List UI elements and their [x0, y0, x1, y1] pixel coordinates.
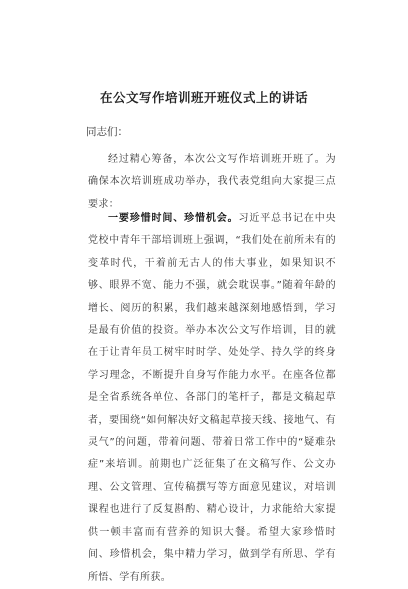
salutation: 同志们：: [86, 126, 128, 138]
intro-paragraph: [88, 149, 336, 216]
requirement-one-text: 习近平总书记在中央党校中青年干部培训班上强调，“我们处在前所未有的变革时代，干着前无古人的伟大事业，如果知识不够、眼界不宽、能力不强，就会耽误事。”随着年龄的增长、阅历的积累，我们越来越深刻地感悟到，学习是最有价值的投资。举办本次公文写作培训，目的就在于让青年员工树牢时时学、处处学、持久学的终身学习理念，不断提升自身写作能力水平。在座各位都是全省系统各单位、各部门的笔杆子，都是文稿起草者，要围绕“如何解决好文稿起草接天线、接地气、有灵气”的问题，带着问题、带着日常工作中的“疑难杂症”来培训。前期也广泛征集了在文稿写作、公文办理、公文管理、宣传稿撰写等方面意见建议，对培训课程也进行了反复斟酌、精心设计，力求能给大家提供一顿丰富而有营养的知识大餐。希望大家珍惜时间、珍惜机会，集中精力学习，做到学有所思、学有所悟、学有所获。: [88, 213, 336, 583]
requirement-one-heading: 一要珍惜时间、珍惜机会。: [108, 213, 239, 224]
requirement-one-paragraph: [88, 208, 336, 589]
intro-paragraph-text: 经过精心筹备，本次公文写作培训班开班了。为确保本次培训班成功举办，我代表党组向大家提三点要求：: [88, 154, 336, 210]
document-title: 在公文写作培训班开班仪式上的讲话: [99, 90, 308, 105]
